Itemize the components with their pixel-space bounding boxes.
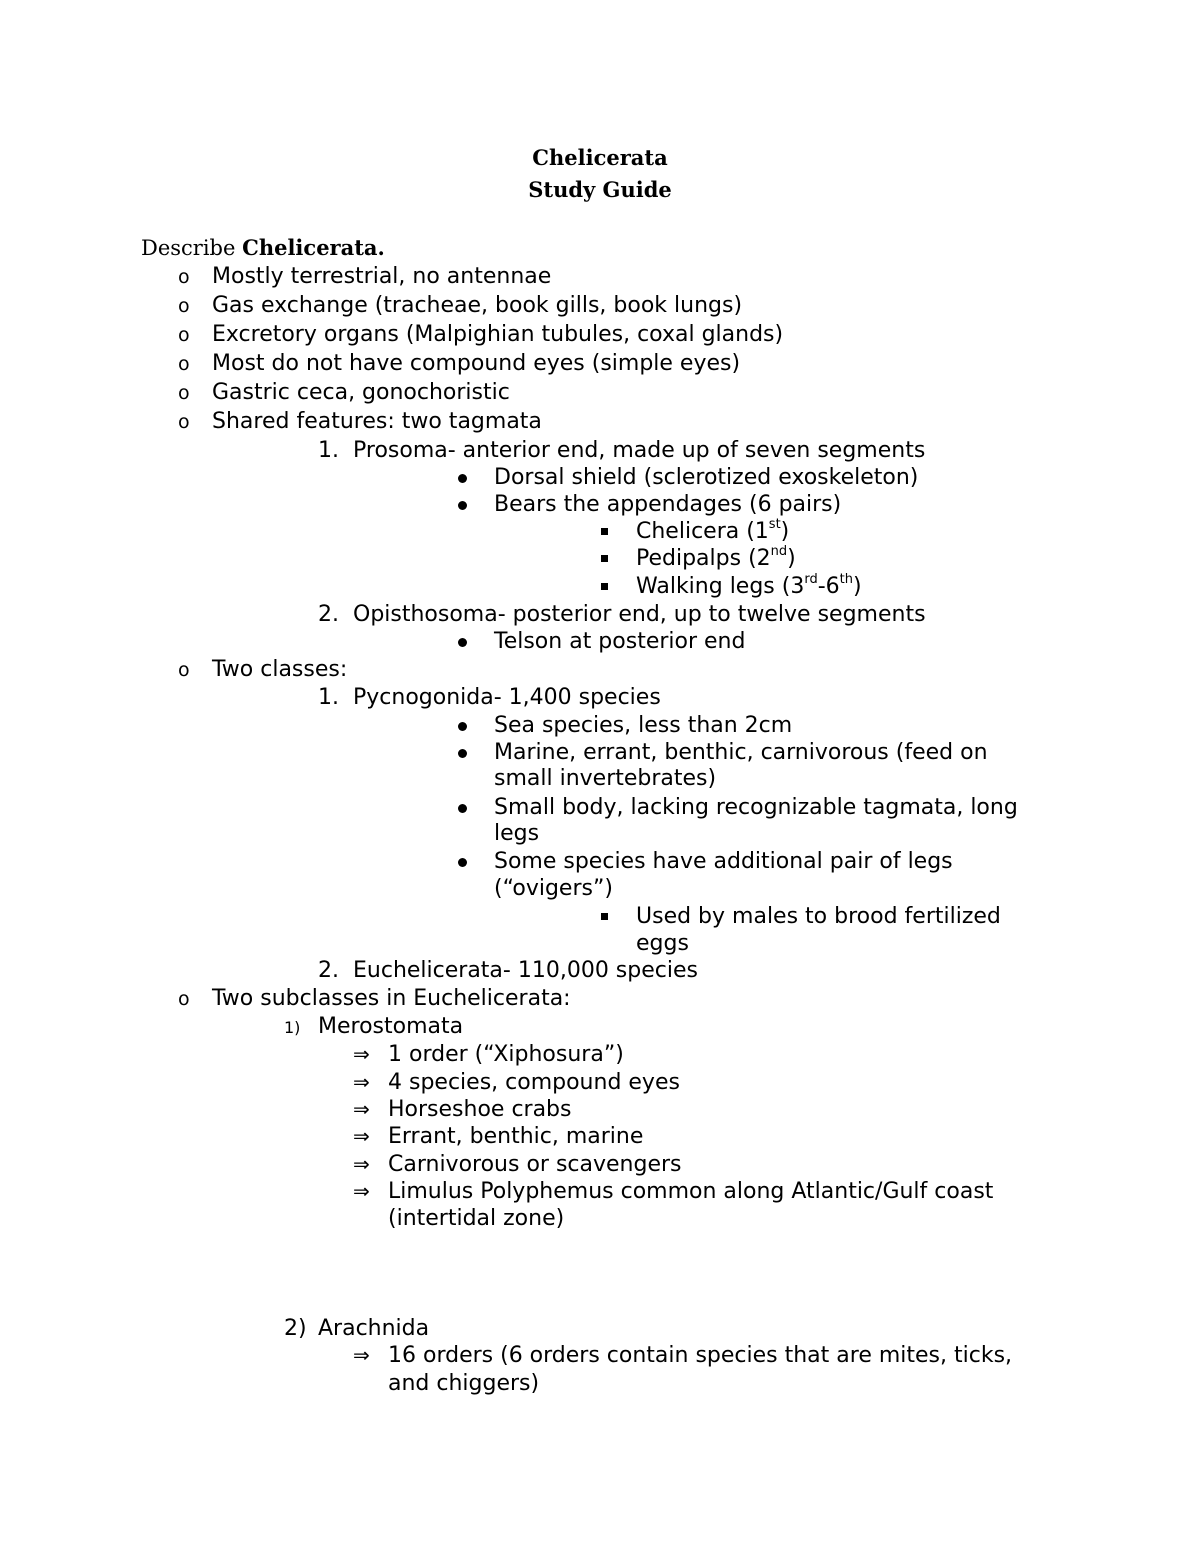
- bullet-icon: [458, 712, 467, 731]
- double-arrow-icon: ⇒: [353, 1124, 370, 1148]
- euchelicerata-item: Euchelicerata- 110,000 species: [353, 958, 698, 983]
- appendage-text: Walking legs (3: [636, 574, 805, 599]
- list-item-continued: and chiggers): [388, 1371, 540, 1396]
- o-marker: o: [178, 659, 190, 681]
- list-item: Errant, benthic, marine: [388, 1124, 644, 1149]
- double-arrow-icon: ⇒: [353, 1070, 370, 1094]
- document-title: Chelicerata: [532, 145, 668, 170]
- list-item: Carnivorous or scavengers: [388, 1152, 682, 1177]
- list-number: 1.: [318, 438, 339, 463]
- list-number: 2): [284, 1316, 307, 1341]
- list-item: Telson at posterior end: [494, 629, 746, 654]
- feature-item: Shared features: two tagmata: [212, 409, 542, 434]
- bullet-icon: [458, 848, 467, 867]
- double-arrow-icon: ⇒: [353, 1343, 370, 1367]
- list-item-continued: small invertebrates): [494, 766, 717, 791]
- o-marker: o: [178, 353, 190, 375]
- list-item: [636, 518, 789, 545]
- list-item: 4 species, compound eyes: [388, 1070, 680, 1095]
- o-marker: o: [178, 295, 190, 317]
- list-number: 2.: [318, 958, 339, 983]
- square-bullet-icon: [601, 573, 608, 590]
- document-subtitle: Study Guide: [528, 177, 672, 202]
- appendage-text: ): [853, 574, 862, 599]
- bullet-icon: [458, 739, 467, 758]
- feature-item: Most do not have compound eyes (simple eyes): [212, 351, 741, 376]
- arachnida-item: Arachnida: [318, 1316, 430, 1341]
- list-item: Some species have additional pair of legs: [494, 849, 953, 874]
- list-item-continued: (“ovigers”): [494, 876, 613, 901]
- double-arrow-icon: ⇒: [353, 1152, 370, 1176]
- list-number: 2.: [318, 602, 339, 627]
- feature-item: Excretory organs (Malpighian tubules, coxal glands): [212, 322, 784, 347]
- list-item: 1 order (“Xiphosura”): [388, 1042, 624, 1067]
- classes-heading: Two classes:: [212, 657, 348, 682]
- o-marker: o: [178, 382, 190, 404]
- opisthosoma-item: Opisthosoma- posterior end, up to twelve segments: [353, 602, 926, 627]
- list-item: 16 orders (6 orders contain species that are mites, ticks,: [388, 1343, 1013, 1368]
- pycnogonida-item: Pycnogonida- 1,400 species: [353, 685, 661, 710]
- square-bullet-icon: [601, 903, 608, 920]
- list-item: [636, 545, 796, 572]
- list-item: Used by males to brood fertilized: [636, 904, 1001, 929]
- bullet-icon: [458, 794, 467, 813]
- feature-item: Gas exchange (tracheae, book gills, book lungs): [212, 293, 743, 318]
- list-number: 1): [284, 1018, 301, 1037]
- list-item-continued: eggs: [636, 931, 689, 956]
- square-bullet-icon: [601, 518, 608, 535]
- appendage-text: Pedipalps (2: [636, 546, 771, 571]
- intro-term: Chelicerata.: [242, 235, 385, 260]
- superscript: st: [768, 516, 781, 532]
- merostomata-item: Merostomata: [318, 1014, 464, 1039]
- appendage-text: ): [780, 519, 790, 544]
- superscript: th: [839, 571, 853, 587]
- appendage-text: -6: [817, 574, 840, 599]
- list-item: Limulus Polyphemus common along Atlantic/Gulf coast: [388, 1179, 994, 1204]
- list-item-continued: legs: [494, 821, 540, 846]
- appendage-text: Chelicera (1: [636, 519, 769, 544]
- square-bullet-icon: [601, 545, 608, 562]
- intro-question: [141, 234, 385, 262]
- list-item: Bears the appendages (6 pairs): [494, 492, 842, 517]
- subclasses-heading: Two subclasses in Euchelicerata:: [212, 986, 571, 1011]
- bullet-icon: [458, 464, 467, 483]
- intro-prefix: Describe: [141, 236, 243, 260]
- list-item: Marine, errant, benthic, carnivorous (feed on: [494, 740, 988, 765]
- o-marker: o: [178, 988, 190, 1010]
- list-item: Dorsal shield (sclerotized exoskeleton): [494, 465, 919, 490]
- list-item: [636, 573, 862, 600]
- o-marker: o: [178, 266, 190, 288]
- o-marker: o: [178, 411, 190, 433]
- list-item: Small body, lacking recognizable tagmata, long: [494, 795, 1018, 820]
- double-arrow-icon: ⇒: [353, 1042, 370, 1066]
- list-number: 1.: [318, 685, 339, 710]
- list-item: Sea species, less than 2cm: [494, 713, 793, 738]
- list-item-continued: (intertidal zone): [388, 1206, 565, 1231]
- superscript: nd: [770, 543, 788, 559]
- feature-item: Gastric ceca, gonochoristic: [212, 380, 510, 405]
- feature-item: Mostly terrestrial, no antennae: [212, 264, 552, 289]
- double-arrow-icon: ⇒: [353, 1179, 370, 1203]
- list-item: Horseshoe crabs: [388, 1097, 572, 1122]
- superscript: rd: [804, 571, 818, 587]
- bullet-icon: [458, 491, 467, 510]
- double-arrow-icon: ⇒: [353, 1097, 370, 1121]
- bullet-icon: [458, 628, 467, 647]
- appendage-text: ): [787, 546, 796, 571]
- o-marker: o: [178, 324, 190, 346]
- prosoma-item: Prosoma- anterior end, made up of seven segments: [353, 438, 926, 463]
